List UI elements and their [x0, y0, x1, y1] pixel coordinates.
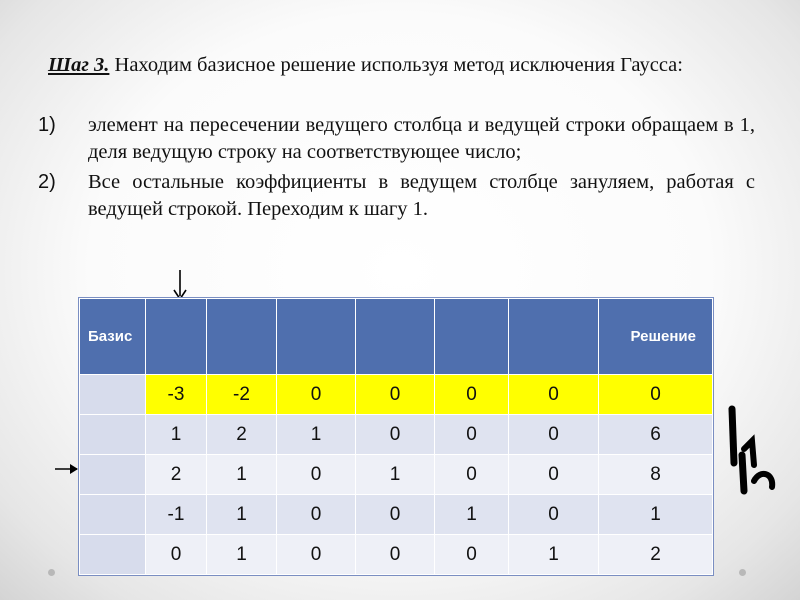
basis-cell: [80, 495, 146, 535]
table-cell: 1: [277, 415, 356, 455]
basis-cell: [80, 375, 146, 415]
table-cell: 0: [435, 375, 509, 415]
table-row: [80, 535, 713, 575]
basis-cell: [80, 455, 146, 495]
table-cell: 0: [509, 415, 599, 455]
table-cell: 0: [435, 455, 509, 495]
table-cell: 1: [356, 455, 435, 495]
header-solution: Решение: [599, 299, 713, 375]
table-cell: 0: [356, 375, 435, 415]
instruction-list: [38, 112, 755, 226]
table-row: [80, 415, 713, 455]
table-cell: 0: [356, 535, 435, 575]
table-cell: 0: [509, 455, 599, 495]
list-item-number: 1): [38, 114, 56, 136]
table-cell: -2: [207, 375, 277, 415]
header-cell: [146, 299, 207, 375]
step-heading: [48, 52, 755, 78]
table-cell: 0: [509, 375, 599, 415]
header-cell: [509, 299, 599, 375]
table-cell: 1: [509, 535, 599, 575]
basis-cell: [80, 415, 146, 455]
table-cell: 1: [207, 535, 277, 575]
step-label: Шаг 3.: [48, 54, 110, 76]
table-cell: 1: [435, 495, 509, 535]
table-cell: 0: [277, 495, 356, 535]
table-cell: 1: [146, 415, 207, 455]
header-cell: [207, 299, 277, 375]
header-cell: [435, 299, 509, 375]
list-item-text: элемент на пересечении ведущего столбца и ведущей строки обращаем в 1, деля ведущую строку на соответствующее число;: [88, 114, 755, 163]
list-item-number: 2): [38, 171, 56, 193]
table-cell: 0: [356, 415, 435, 455]
table-cell: 2: [599, 535, 713, 575]
simplex-table: [79, 298, 713, 575]
header-basis: Базис: [80, 299, 146, 375]
table-cell: 1: [599, 495, 713, 535]
table-cell: 0: [277, 375, 356, 415]
list-item: [38, 112, 755, 166]
table-row: [80, 495, 713, 535]
slide-decoration-dot-left: [48, 569, 55, 576]
pivot-column-arrow-icon: [168, 268, 192, 302]
table-cell: 0: [599, 375, 713, 415]
table-row: [80, 455, 713, 495]
pivot-row-arrow-icon: [53, 459, 81, 479]
table-cell: 1: [207, 495, 277, 535]
header-cell: [277, 299, 356, 375]
header-cell: [356, 299, 435, 375]
table-cell: 6: [599, 415, 713, 455]
handwritten-mark-icon: [722, 405, 778, 495]
table-cell: 0: [356, 495, 435, 535]
table-cell: 0: [277, 535, 356, 575]
list-item-text: Все остальные коэффициенты в ведущем столбце зануляем, работая с ведущей строкой. Переходим к шагу 1.: [88, 171, 755, 220]
table-cell: 0: [146, 535, 207, 575]
table-cell: 0: [435, 415, 509, 455]
table-cell: 8: [599, 455, 713, 495]
table-cell: 0: [277, 455, 356, 495]
table-cell: 0: [435, 535, 509, 575]
table-cell: 2: [146, 455, 207, 495]
table-cell: 2: [207, 415, 277, 455]
table-cell: -3: [146, 375, 207, 415]
table-cell: 0: [509, 495, 599, 535]
table-header-row: [80, 299, 713, 375]
slide-decoration-dot-right: [739, 569, 746, 576]
step-heading-text: Находим базисное решение используя метод исключения Гаусса:: [109, 54, 683, 76]
table-row: [80, 375, 713, 415]
list-item: [38, 169, 755, 223]
basis-cell: [80, 535, 146, 575]
table-cell: 1: [207, 455, 277, 495]
table-cell: -1: [146, 495, 207, 535]
